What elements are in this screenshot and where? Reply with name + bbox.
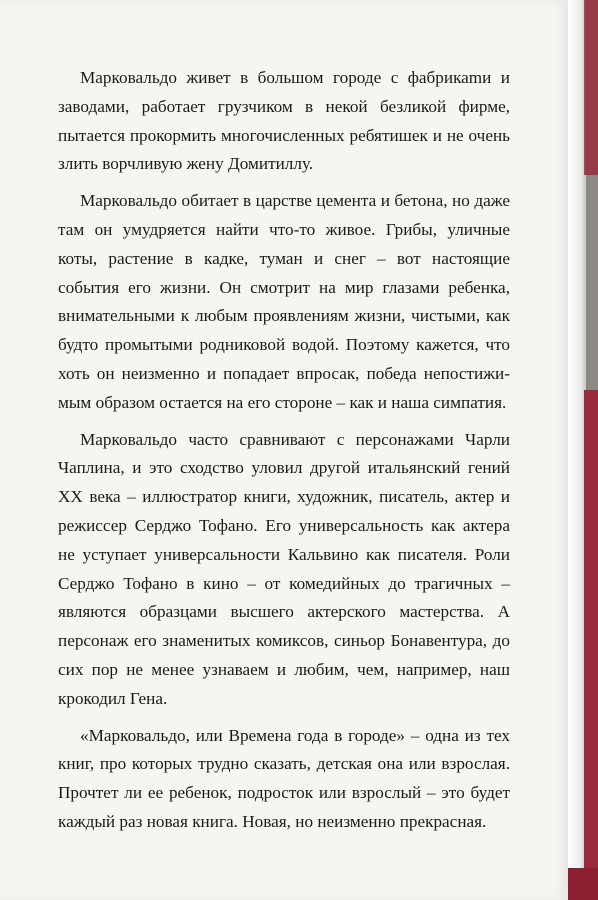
paragraph-2: Марковальдо обитает в царстве цемента и бетона, но даже там он умудряется найти что-то живое. Грибы, уличные коты, растение в кадке, туман и снег – вот настоящие события его жизни. Он смотрит на мир глазами ребенка, внимательными к любым проявлениям жизни, чистыми, как будто промытыми родниковой водой. Поэтому кажется, что хоть он неизменно и попадает впросак, победа непостижимым образом остается на его стороне – как и наша симпатия. <box>58 191 510 412</box>
paragraph-1: Марковальдо живет в большом городе с фабрикаmи и заводами, работает грузчиком в некой безликой фирме, пытается прокормить многочисленных ребятишек и не очень злить ворчливую жену Домитиллу. <box>58 68 510 174</box>
cover-stripe-top <box>584 0 598 175</box>
cover-stripe-right <box>584 390 598 900</box>
paragraph-3: Марковальдо часто сравнивают с персонажами Чарли Чаплина, и это сходство уловил другой итальянский гений XX века – иллюстратор книги, художник, писатель, актер и режиссер Серджо Тофано. Его универсальность как актера не уступает универсальности Кальвино как писателя. Роли Серджо Тофано в кино – от комедийных до трагичных – являются образцами высшего актерского мастерства. А персонаж его знаменитых комиксов, синьор Бонавентура, до сих пор не менее узнаваем и любим, чем, например, наш крокодил Гена. <box>58 429 510 708</box>
cover-corner-bottom <box>568 868 598 900</box>
paragraph-4: «Марковальдо, или Времена года в городе» – одна из тех книг, про которых трудно сказать, детская она или взрослая. Прочтет ли ее ребенок, подросток или взрослый – это будет каждый раз новая книга. Новая, но неизменно прекрасная. <box>58 725 510 831</box>
page-text-block <box>58 64 510 845</box>
